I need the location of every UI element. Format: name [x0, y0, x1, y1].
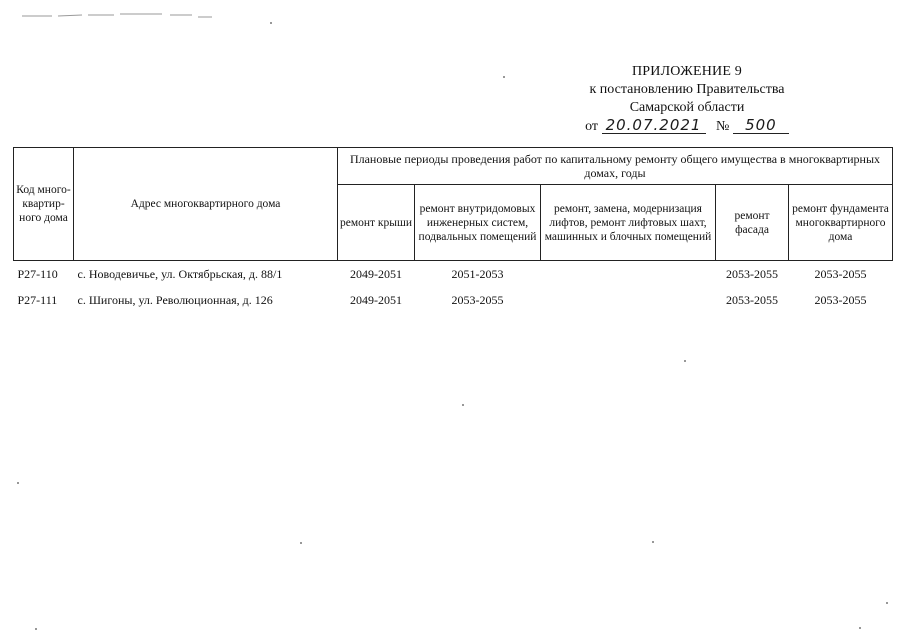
cell-code: P27-111: [17, 293, 58, 307]
cell-foundation: 2053-2055: [814, 293, 867, 307]
cell-foundation: 2053-2055: [814, 267, 867, 281]
header-engineering: ремонт внутридомовых инженерных систем, подвальных помещений: [415, 185, 541, 261]
header-address: Адрес многоквартирного дома: [74, 148, 338, 261]
cell-roof: 2049-2051: [350, 293, 402, 307]
appendix-title: ПРИЛОЖЕНИЕ 9: [631, 64, 743, 79]
scan-speck: [35, 628, 37, 630]
scan-speck: [652, 541, 654, 543]
header-roof: ремонт крыши: [338, 185, 415, 261]
cell-facade: 2053-2055: [726, 267, 778, 281]
cell-engineering: 2053-2055: [451, 293, 504, 307]
number-label: №: [716, 119, 730, 134]
scan-speck: [300, 542, 302, 544]
from-label: от: [585, 119, 599, 134]
header-elevators: ремонт, замена, модернизация лифтов, ремонт лифтовых шахт, машинных и блочных помещений: [541, 185, 716, 261]
cell-code: P27-110: [17, 267, 58, 281]
header-facade: ремонт фасада: [716, 185, 789, 261]
cell-address: с. Новодевичье, ул. Октябрьская, д. 88/1: [77, 267, 283, 281]
cell-elevators: [541, 261, 716, 288]
repair-schedule-table: [13, 147, 893, 313]
header-code: Код много-квартир-ного дома: [14, 148, 74, 261]
handwritten-date: 20.07.2021: [602, 117, 706, 134]
cell-facade: 2053-2055: [726, 293, 778, 307]
appendix-date-number: [557, 117, 817, 136]
scan-speck: [886, 602, 888, 604]
repair-schedule-table-wrap: [13, 147, 893, 313]
scan-artifact: [22, 6, 222, 20]
appendix-header: [557, 63, 817, 136]
table-row: [14, 261, 893, 288]
scan-speck: [462, 404, 464, 406]
scan-speck: [503, 76, 505, 78]
cell-address: с. Шигоны, ул. Революционная, д. 126: [77, 293, 273, 307]
appendix-line-2: Самарской области: [629, 100, 745, 115]
cell-elevators: [541, 287, 716, 313]
appendix-line-1: к постановлению Правительства: [589, 82, 785, 97]
scan-speck: [17, 482, 19, 484]
scan-speck: [684, 360, 686, 362]
table-row: [14, 287, 893, 313]
cell-roof: 2049-2051: [350, 267, 402, 281]
handwritten-number: 500: [733, 117, 789, 134]
cell-engineering: 2051-2053: [451, 267, 504, 281]
scan-speck: [859, 627, 861, 629]
header-periods-group: Плановые периоды проведения работ по капитальному ремонту общего имущества в многоквартирных домах, годы: [338, 148, 893, 185]
header-foundation: ремонт фундамента многоквартирного дома: [789, 185, 893, 261]
scan-speck: [270, 22, 272, 24]
